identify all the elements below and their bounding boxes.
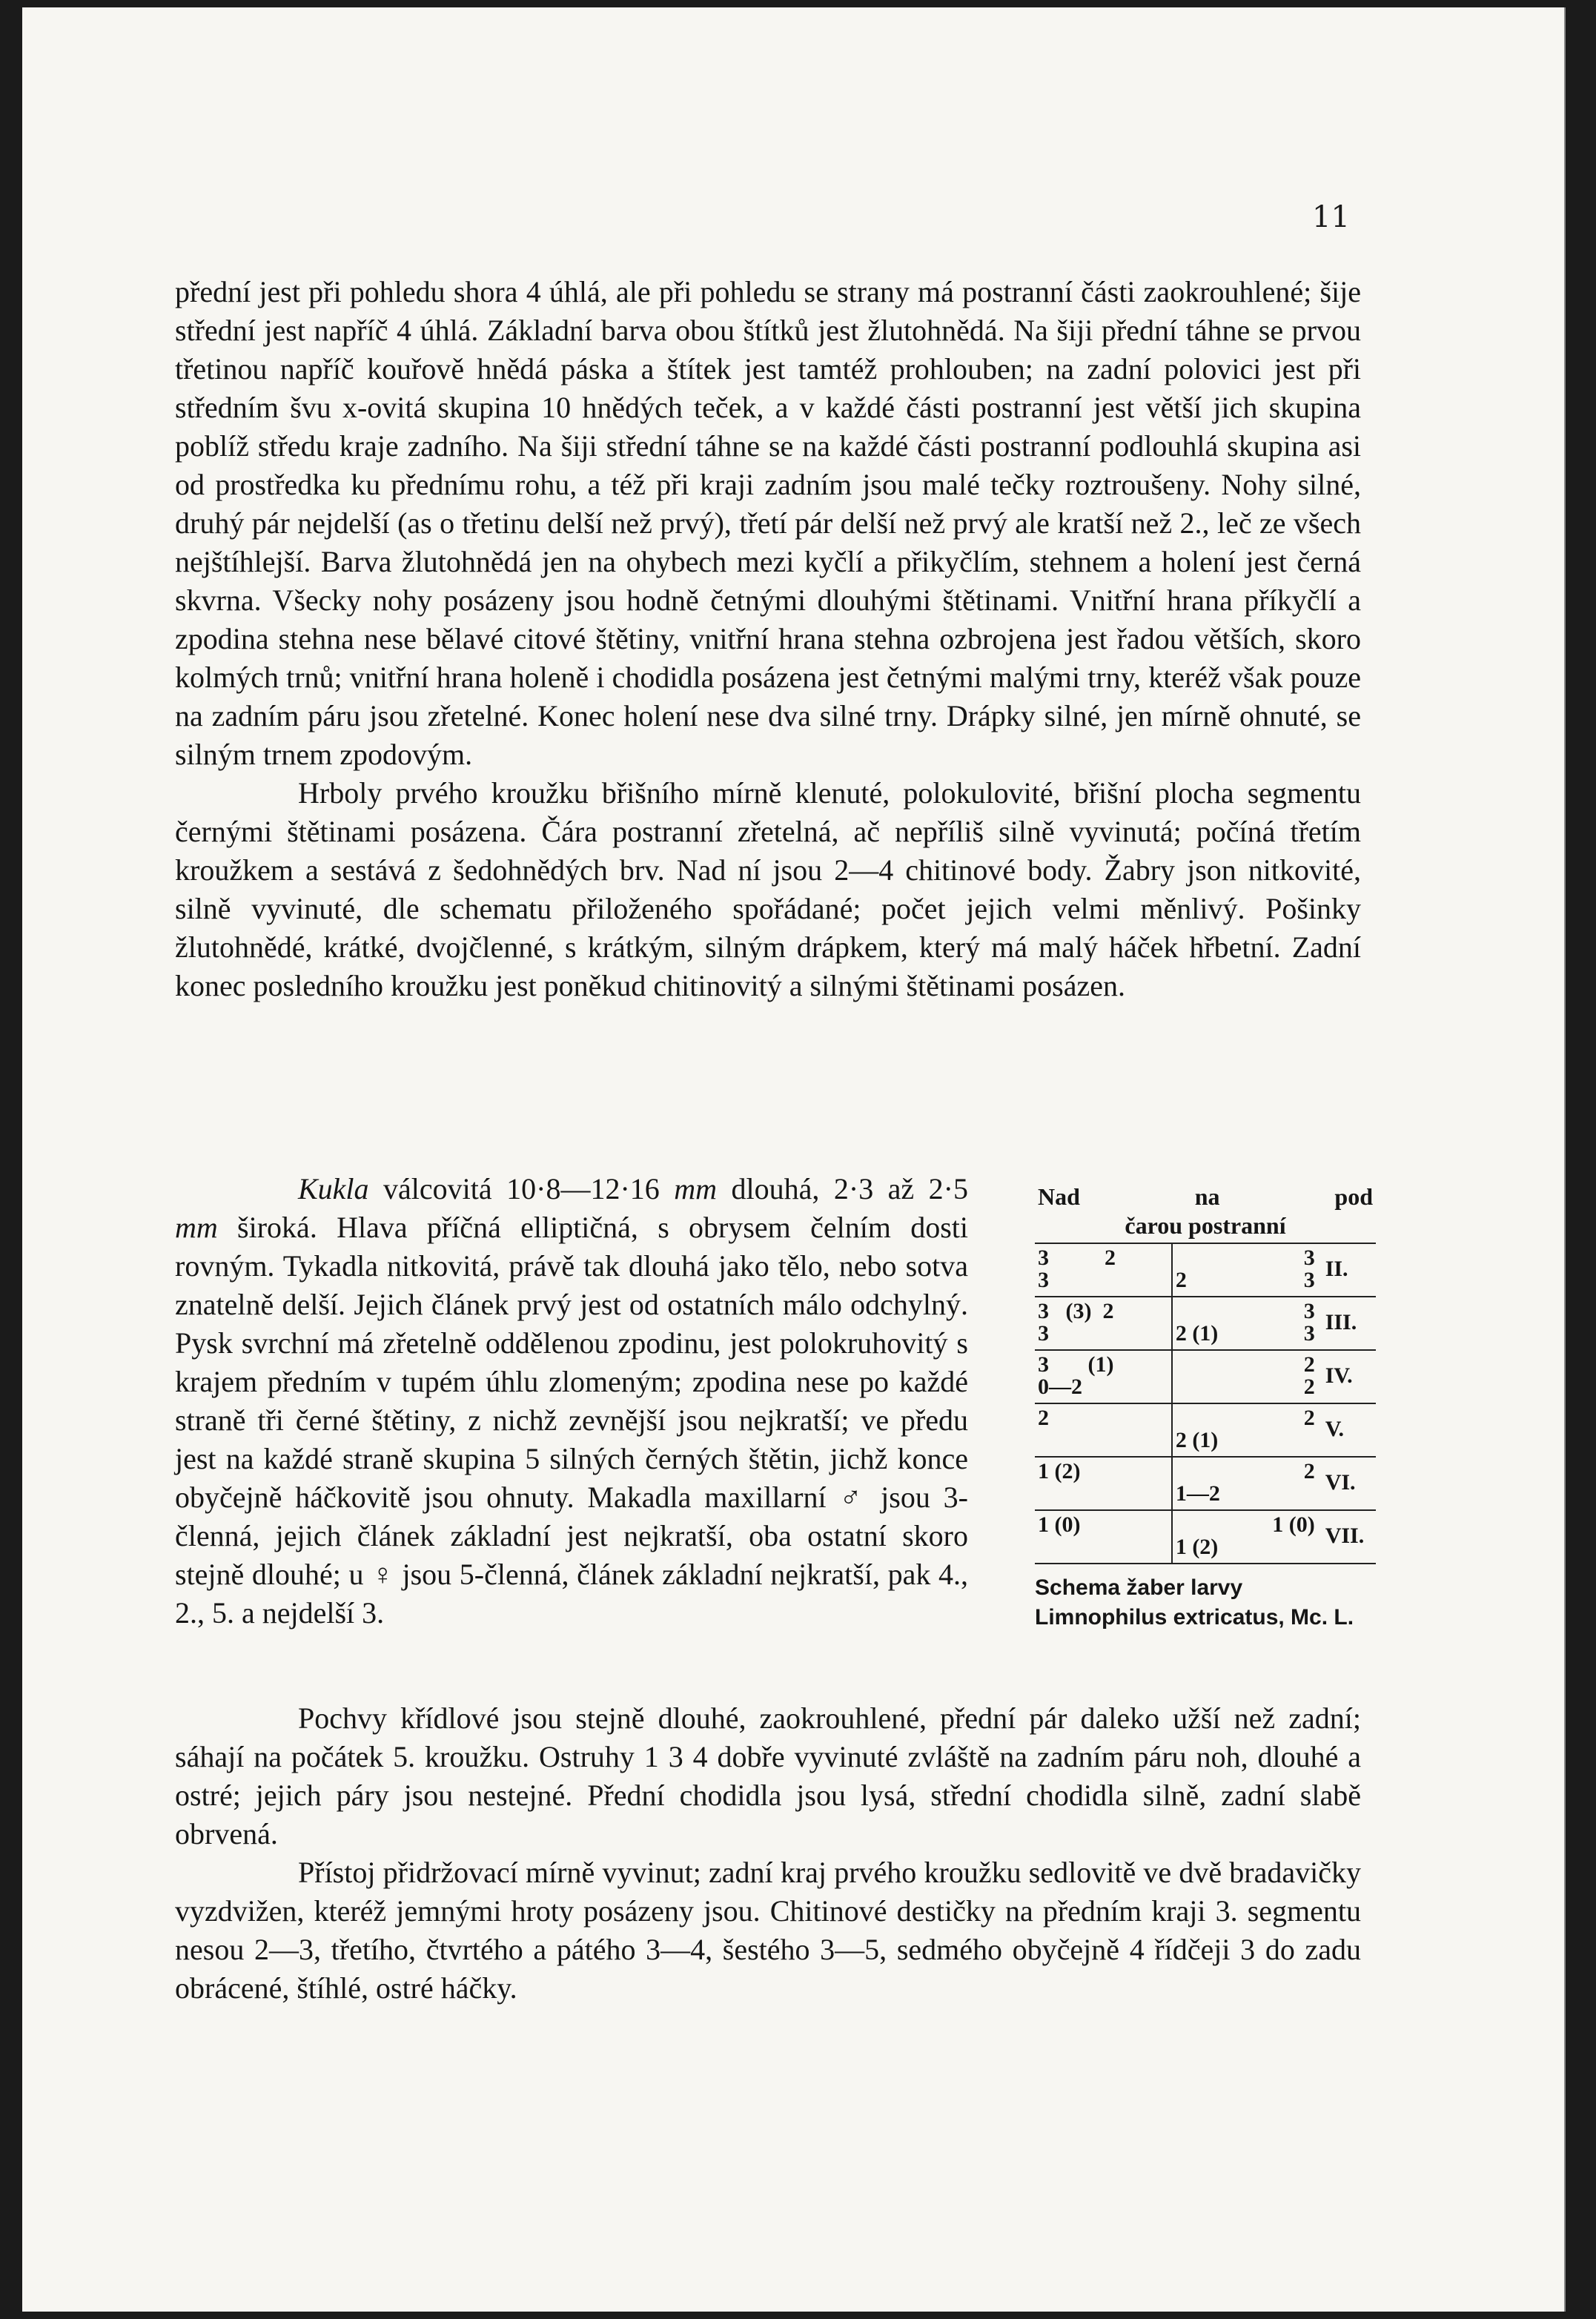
gill-schema-figure — [1035, 1183, 1376, 1632]
schema-cell-on: 1 (2) — [1175, 1535, 1219, 1559]
schema-segment-label: VII. — [1325, 1524, 1365, 1548]
schema-head-mid: na — [1194, 1183, 1220, 1210]
schema-cell-on: 2 (1) — [1175, 1428, 1219, 1452]
schema-head-left: Nad — [1038, 1183, 1080, 1210]
schema-table — [1035, 1243, 1376, 1564]
schema-segment-label: III. — [1325, 1310, 1357, 1334]
lower-text — [175, 1699, 1361, 2008]
schema-cell-on: 2 — [1175, 1268, 1187, 1292]
schema-cell-on: 2 (1) — [1175, 1321, 1219, 1346]
schema-cell-above: 1 (0) — [1035, 1510, 1172, 1564]
schema-cell-below: 1 (0) — [1272, 1512, 1315, 1537]
schema-segment-label: II. — [1325, 1257, 1348, 1281]
schema-caption: Schema žaber larvy Limnophilus extricatus, Mc. L. — [1035, 1575, 1354, 1630]
schema-row — [1035, 1297, 1376, 1350]
schema-cell-below: 2 — [1303, 1406, 1315, 1430]
kukla-text-a: válcovitá 10·8—12·16 — [368, 1172, 675, 1205]
schema-row — [1035, 1243, 1376, 1297]
paragraph-pristoj: Přístoj přidržovací mírně vyvinut; zadní kraj prvého kroužku sedlovitě ve dvě bradavičky vyzdvižen, kteréž jemnými hroty posázeny jsou. Chitinové destičky na předním kraji 3. segmentu nesou 2—3, třetího, čtvrtého a pátého 3—4, šestého 3—5, sedmého obyčejně 4 řídčeji 3 do zadu obrácené, štíhlé, ostré háčky. — [175, 1856, 1361, 2005]
paragraph-1: přední jest při pohledu shora 4 úhlá, ale při pohledu se strany má postranní části zaokrouhlené; šije střední jest napříč 4 úhlá. Základní barva obou štítků jest žlutohnědá. Na šiji přední táhne se prvou třetinou napříč kouřově hnědá páska a štítek jest tamtéž prohlouben; na zadní polovici jest při středním švu x-ovitá skupina 10 hnědých teček, a v každé části postranní jest větší jich skupina poblíž středu kraje zadního. Na šiji střední táhne se na každé části postranní podlouhlá skupina asi od prostředka ku přednímu rohu, a též při kraji zadním jsou malé tečky roztroušeny. Nohy silné, druhý pár nejdelší (as o třetinu delší než prvý), třetí pár delší než prvý ale kratší než 2., leč ze všech nejštíhlejší. Barva žlutohnědá jen na ohybech mezi kyčlí a přikyčlím, stehnem a holení jest černá skvrna. Všecky nohy posázeny jsou hodně četnými dlouhými štětinami. Vnitřní hrana příkyčlí a zpodina stehna nese bělavé citové štětiny, vnitřní hrana stehna ozbrojena jest řadou větších, skoro kolmých trnů; vnitřní hrana holeně i chodidla posázena jest četnými malými trny, kteréž však pouze na zadním páru jsou zřetelné. Konec holení nese dva silné trny. Drápky silné, jen mírně ohnuté, se silným trnem zpodovým. — [175, 275, 1361, 771]
schema-cell-on — [1172, 1350, 1223, 1403]
page-number: 11 — [1312, 200, 1350, 234]
schema-cell-above: 2 — [1035, 1403, 1172, 1457]
paragraph-2: Hrboly prvého kroužku břišního mírně klenuté, polokulovité, břišní plocha segmentu černými štětinami posázena. Čára postranní zřetelná, ač nepříliš silně vyvinutá; počíná třetím kroužkem a sestává z šedohnědých brv. Nad ní jsou 2—4 chitinové body. Žabry json nitkovité, silně vyvinuté, dle schematu přiloženého spořádané; počet jejich velmi měnlivý. Pošinky žlutohnědé, krátké, dvojčlenné, s krátkým, silným drápkem, který má malý háček hřbetní. Zadní konec posledního kroužku jest poněkud chitinovitý a silnými štětinami posázen. — [175, 776, 1361, 1002]
schema-row — [1035, 1403, 1376, 1457]
schema-cell-on: 1—2 — [1175, 1481, 1220, 1506]
schema-cell-below: 3 3 — [1303, 1245, 1315, 1292]
kukla-unit-a: mm — [674, 1172, 718, 1205]
schema-subheader: čarou postranní — [1125, 1212, 1286, 1239]
schema-cell-above: 1 (2) — [1035, 1457, 1172, 1510]
kukla-text-b: dlouhá, 2·3 až 2·5 — [717, 1172, 968, 1205]
schema-cell-above: 3 2 3 — [1035, 1243, 1172, 1297]
kukla-paragraph — [175, 1170, 968, 1632]
paragraph-pochvy: Pochvy křídlové jsou stejně dlouhé, zaokrouhlené, přední pár daleko užší než zadní; sáhají na počátek 5. kroužku. Ostruhy 1 3 4 dobře vyvinuté zvláště na zadním páru noh, dlouhé a ostré; jejich páry jsou nestejné. Přední chodidla jsou lysá, střední chodidla silně, zadní slabě obrvená. — [175, 1701, 1361, 1850]
schema-cell-below: 3 3 — [1303, 1299, 1315, 1346]
schema-row — [1035, 1510, 1376, 1564]
schema-header — [1035, 1183, 1376, 1211]
schema-segment-label: VI. — [1325, 1470, 1356, 1495]
kukla-text-c: široká. Hlava příčná elliptičná, s obrysem čelním dosti rovným. Tykadla nitkovitá, právě tak dlouhá jako tělo, nebo sotva znatelně delší. Jejich článek prvý jest od ostatních málo odchylný. Pysk svrchní má zřetelně oddělenou zpodinu, jest polokruhovitý s krajem předním v tupém úhlu zlomeným; zpodina nese po každé straně tři černé štětiny, z nichž zevnější jsou nejkratší; ve předu jest na každé straně skupina 5 silných černých štětin, jichž konce obyčejně háčkovitě jsou ohnuty. Makadla maxillarní ♂ jsou 3-členná, jejich článek základní jest nejkratší, oba ostatní skoro stejně dlouhé; u ♀ jsou 5-členná, článek základní nejkratší, pak 4., 2., 5. a nejdelší 3. — [175, 1211, 968, 1630]
schema-segment-label: V. — [1325, 1417, 1344, 1441]
schema-segment-label: IV. — [1325, 1363, 1353, 1388]
schema-head-right: pod — [1334, 1183, 1373, 1210]
schema-row — [1035, 1350, 1376, 1403]
kukla-unit-b: mm — [175, 1211, 218, 1244]
schema-cell-above: 3 (1) 0—2 — [1035, 1350, 1172, 1403]
schema-row — [1035, 1457, 1376, 1510]
kukla-term: Kukla — [298, 1172, 369, 1205]
schema-cell-above: 3 (3) 2 3 — [1035, 1297, 1172, 1350]
schema-cell-below: 2 — [1303, 1459, 1315, 1483]
main-text — [175, 273, 1361, 1005]
schema-cell-below: 2 2 — [1303, 1352, 1315, 1399]
